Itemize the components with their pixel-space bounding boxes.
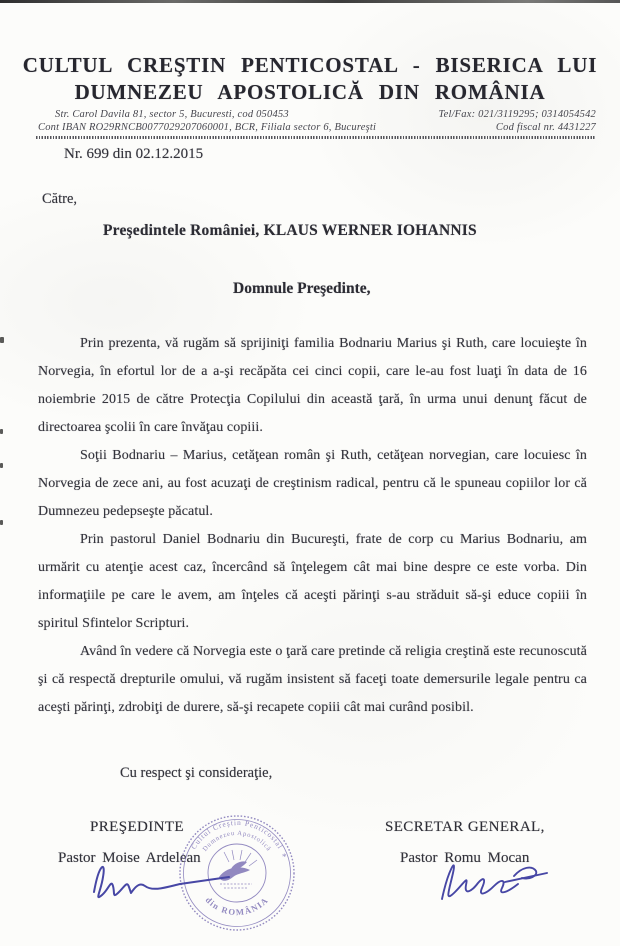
paragraph-3: Prin pastorul Daniel Bodnariu din Bucureşti, frate de corp cu Marius Bodnariu, am urmărit cu atenţie acest caz, încercând să înţelegem cât mai bine despre ce este vorba. Din informaţiile pe care le avem, am înţeles că aceşti părinţi s-au străduit să-şi educe copiii în spiritul Sfintelor Scripturi. — [38, 532, 587, 631]
reference-number: Nr. 699 din 02.12.2015 — [64, 146, 204, 162]
scan-edge-mark — [0, 520, 3, 525]
recipient-name: Preşedintele României, KLAUS WERNER IOHANNIS — [103, 222, 477, 239]
right-signer-title: SECRETAR GENERAL, — [385, 819, 545, 835]
right-signer-name: Pastor Romu Mocan — [400, 850, 530, 866]
salutation: Domnule Preşedinte, — [233, 280, 371, 297]
left-signer-title: PREŞEDINTE — [90, 819, 184, 835]
left-signer-name: Pastor Moise Ardelean — [58, 850, 201, 866]
scan-edge-mark — [0, 463, 3, 468]
stamp-arc-inner-text: Dumnezeu Apostolică — [201, 829, 273, 853]
street-address: Str. Carol Davila 81, sector 5, Bucuresti, cod 050453 — [55, 109, 289, 120]
fiscal-code: Cod fiscal nr. 4431227 — [495, 122, 596, 133]
scan-edge-mark — [0, 429, 3, 434]
tel-fax: Tel/Fax: 021/3119295; 0314054542 — [438, 109, 596, 120]
org-title-line2: DUMNEZEU APOSTOLICĂ DIN ROMÂNIA — [74, 80, 546, 104]
closing-phrase: Cu respect şi consideraţie, — [120, 765, 273, 781]
right-signature-icon — [426, 845, 558, 907]
left-signature-icon — [82, 850, 234, 908]
letter-body — [38, 330, 587, 758]
org-title-line1: CULTUL CREŞTIN PENTICOSTAL - BISERICA LUI — [22, 53, 598, 77]
paragraph-2: Soţii Bodnariu – Marius, cetăţean român şi Ruth, cetăţean norvegian, care locuiesc în Norvegia de zece ani, au fost acuzaţi de creştinism radical, pentru că le spuneau copiilor lor că Dumnezeu pedepseşte păcatul. — [38, 448, 587, 519]
scan-edge-mark — [0, 337, 4, 343]
paragraph-4: Având în vedere că Norvegia este o ţară care pretinde că religia creştină este recunoscută şi că respectă drepturile omului, vă rugăm insistent să faceţi toate demersurile legale pentru ca aceşti părinţi, zdrobiţi de durere, să-şi recapete copiii cât mai curând posibil. — [38, 644, 587, 715]
letterhead-address-row2 — [38, 121, 596, 134]
scan-border-top — [0, 0, 620, 3]
recipient-to-label: Către, — [42, 191, 78, 207]
paragraph-1: Prin prezenta, vă rugăm să sprijiniţi familia Bodnariu Marius şi Ruth, care locuieşte în Norvegia, în efortul lor de a a-şi recăpăta cei cinci copii, care le-au fost luaţi în data de 16 noiembrie 2015 de către Protecţia Copilului din această ţară, în urma unui denunţ făcut de directoarea şcolii în care învăţau copiii. — [38, 336, 587, 435]
iban-account: Cont IBAN RO29RNCB0077029207060001, BCR, Filiala sector 6, Bucureşti — [38, 122, 377, 133]
letterhead-address-row1 — [38, 108, 596, 121]
stamp-arc-outer-text: Cultul Creştin Penticostal — [188, 817, 286, 851]
stamp-star: * — [282, 852, 287, 862]
stamp-arc-bottom-text: din ROMÂNIA — [203, 894, 271, 918]
letterhead-divider — [36, 136, 596, 139]
